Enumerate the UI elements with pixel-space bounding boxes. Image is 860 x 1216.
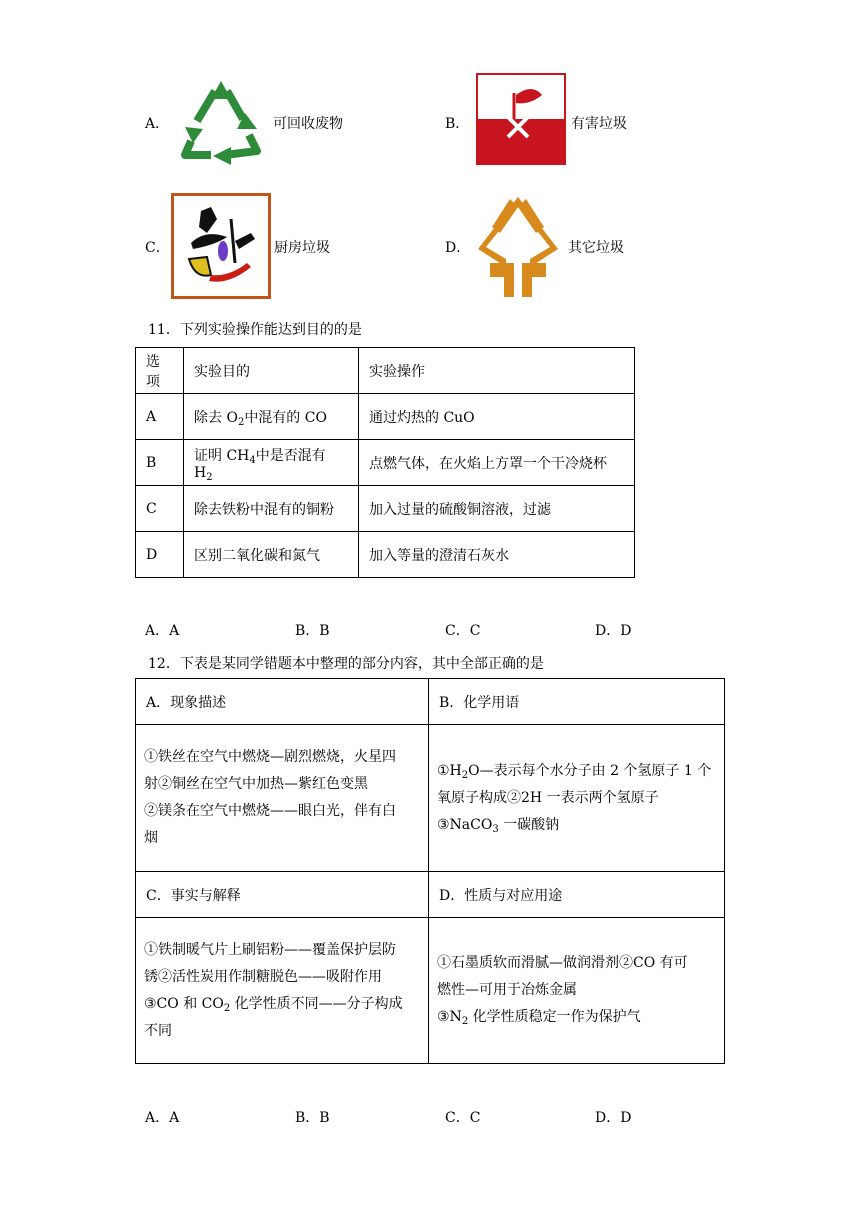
row-c-option: C: [136, 486, 184, 532]
q11-answer-c[interactable]: C．C: [445, 623, 481, 639]
q11-answer-a[interactable]: A．A: [145, 623, 180, 639]
option-d-label: 其它垃圾: [568, 240, 624, 256]
q12-d-title: D．性质与对应用途: [429, 872, 725, 918]
q11-stem: 11．下列实验操作能达到目的的是: [148, 322, 362, 338]
table-row: [136, 486, 635, 532]
row-d-operation: 加入等量的澄清石灰水: [359, 532, 635, 578]
row-d-goal: 区别二氧化碳和氮气: [184, 532, 359, 578]
option-a-letter: A．: [145, 116, 170, 132]
table-row: [136, 872, 725, 918]
table-row: [136, 679, 725, 725]
row-a-operation: 通过灼热的 CuO: [359, 394, 635, 440]
table-row: [136, 394, 635, 440]
q12-a-content: ①铁丝在空气中燃烧—剧烈燃烧，火星四 射②铜丝在空气中加热—紫红色变黑 ②镁条在空气中燃烧——眼白光，伴有白 烟: [136, 725, 429, 872]
q11-answer-d[interactable]: D．D: [595, 623, 632, 639]
option-b-label: 有害垃圾: [571, 116, 627, 132]
table-row: [136, 725, 725, 872]
header-operation: 实验操作: [359, 348, 635, 394]
table-row: [136, 440, 635, 486]
q12-a-title: A．现象描述: [136, 679, 429, 725]
option-a-label: 可回收废物: [273, 116, 343, 132]
q12-answer-b[interactable]: B．B: [295, 1110, 330, 1126]
option-b-letter: B．: [445, 116, 470, 132]
q12-table: [135, 678, 725, 1064]
row-b-operation: 点燃气体，在火焰上方罩一个干冷烧杯: [359, 440, 635, 486]
q12-answer-d[interactable]: D．D: [595, 1110, 632, 1126]
table-row: [136, 532, 635, 578]
option-c-label: 厨房垃圾: [274, 240, 330, 256]
recycle-icon: [175, 77, 269, 165]
q12-c-content: ①铁制暖气片上刷铝粉——覆盖保护层防 锈②活性炭用作制糖脱色——吸附作用 ③CO 和 $CO_2$ 化学性质不同——分子构成 不同: [136, 918, 429, 1064]
row-b-goal: 证明 $CH_4$中是否混有 $H_2$: [184, 440, 359, 486]
q12-c-title: C．事实与解释: [136, 872, 429, 918]
q12-b-title: B．化学用语: [429, 679, 725, 725]
row-a-option: A: [136, 394, 184, 440]
q11-answer-b[interactable]: B．B: [295, 623, 330, 639]
q11-table: [135, 347, 635, 578]
header-option: 选项: [136, 348, 184, 394]
row-c-operation: 加入过量的硫酸铜溶液，过滤: [359, 486, 635, 532]
hazardous-waste-icon: [476, 73, 566, 165]
option-d-letter: D．: [445, 240, 471, 256]
row-c-goal: 除去铁粉中混有的铜粉: [184, 486, 359, 532]
q12-answer-a[interactable]: A．A: [145, 1110, 180, 1126]
q12-stem: 12．下表是某同学错题本中整理的部分内容，其中全部正确的是: [148, 656, 544, 672]
q12-b-content: $①H_2O—$表示每个水分子由 2 个氢原子 1 个 氧原子构成②2H 一表示两个氢原子 ③NaCO$_3$ 一碳酸钠: [429, 725, 725, 872]
q12-d-content: ①石墨质软而滑腻—做润滑剂②CO 有可 燃性—可用于冶炼金属 $③N_2$ 化学性质稳定一作为保护气: [429, 918, 725, 1064]
row-a-goal: 除去 $O_2$中混有的 CO: [184, 394, 359, 440]
q12-answer-c[interactable]: C．C: [445, 1110, 481, 1126]
table-row: [136, 348, 635, 394]
header-goal: 实验目的: [184, 348, 359, 394]
other-waste-icon: [470, 193, 566, 301]
row-d-option: D: [136, 532, 184, 578]
kitchen-waste-icon: [171, 193, 271, 299]
table-row: [136, 918, 725, 1064]
row-b-option: B: [136, 440, 184, 486]
option-c-letter: C．: [145, 240, 170, 256]
